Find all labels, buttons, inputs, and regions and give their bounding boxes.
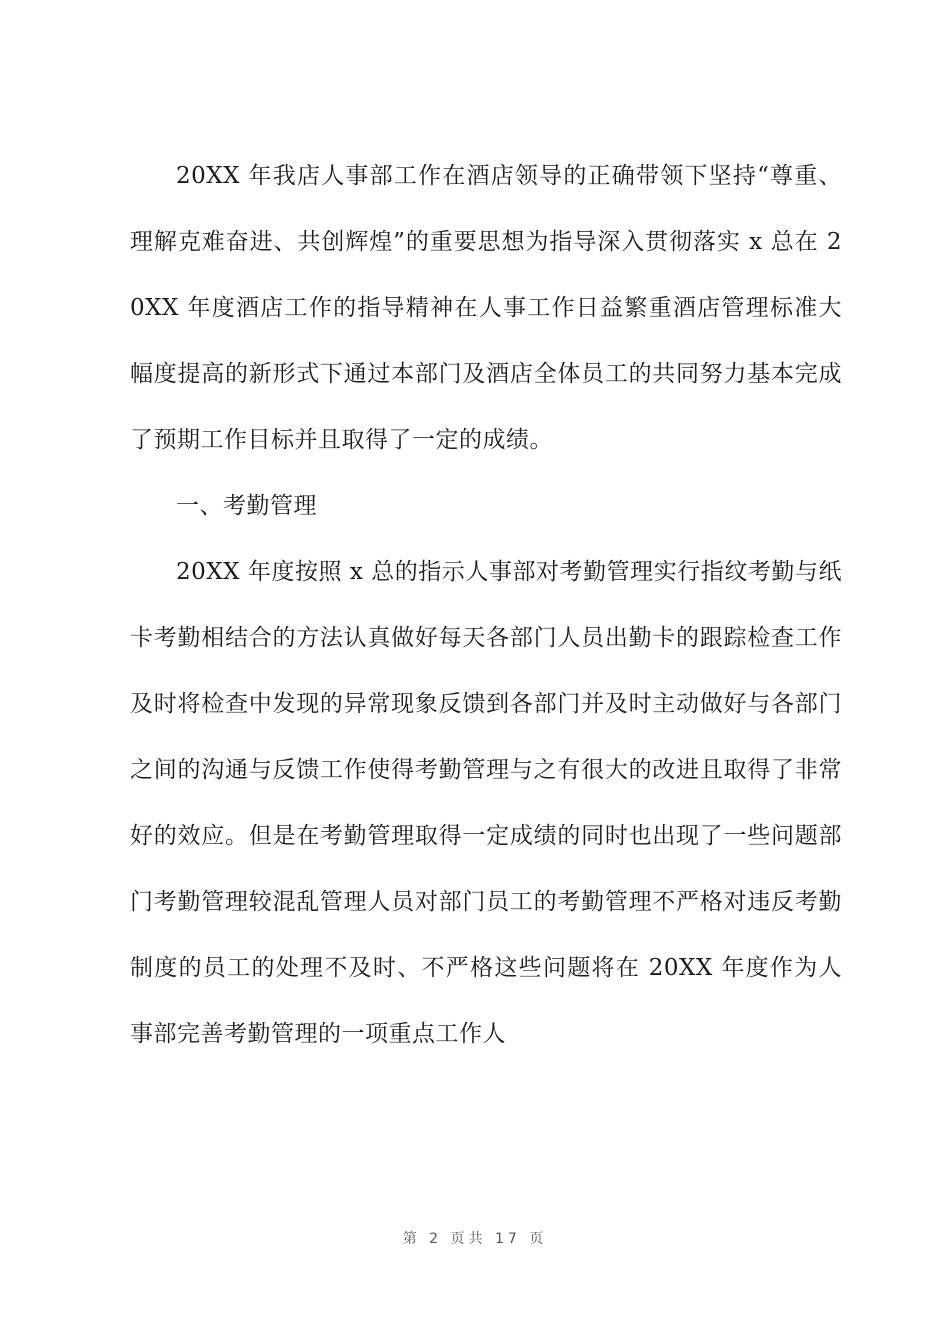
attendance-paragraph: 20XX 年度按照 x 总的指示人事部对考勤管理实行指纹考勤与纸卡考勤相结合的方法认真做好每天各部门人员出勤卡的跟踪检查工作及时将检查中发现的异常现象反馈到各部门并及时主动做好与各部门之间的沟通与反馈工作使得考勤管理与之有很大的改进且取得了非常好的效应。但是在考勤管理取得一定成绩的同时也出现了一些问题部门考勤管理较混乱管理人员对部门员工的考勤管理不严格对违反考勤制度的员工的处理不及时、不严格这些问题将在 20XX 年度作为人事部完善考勤管理的一项重点工作人 [130,559,842,1047]
page-number-footer: 第 2 页共 17 页 [402,1231,548,1247]
section-heading-attendance: 一、考勤管理 [176,493,317,519]
document-body [130,143,842,1067]
intro-paragraph: 20XX 年我店人事部工作在酒店领导的正确带领下坚持“尊重、理解克难奋进、共创辉煌”的重要思想为指导深入贯彻落实 x 总在 20XX 年度酒店工作的指导精神在人事工作日益繁重酒店管理标准大幅度提高的新形式下通过本部门及酒店全体员工的共同努力基本完成了预期工作目标并且取得了一定的成绩。 [130,163,842,453]
